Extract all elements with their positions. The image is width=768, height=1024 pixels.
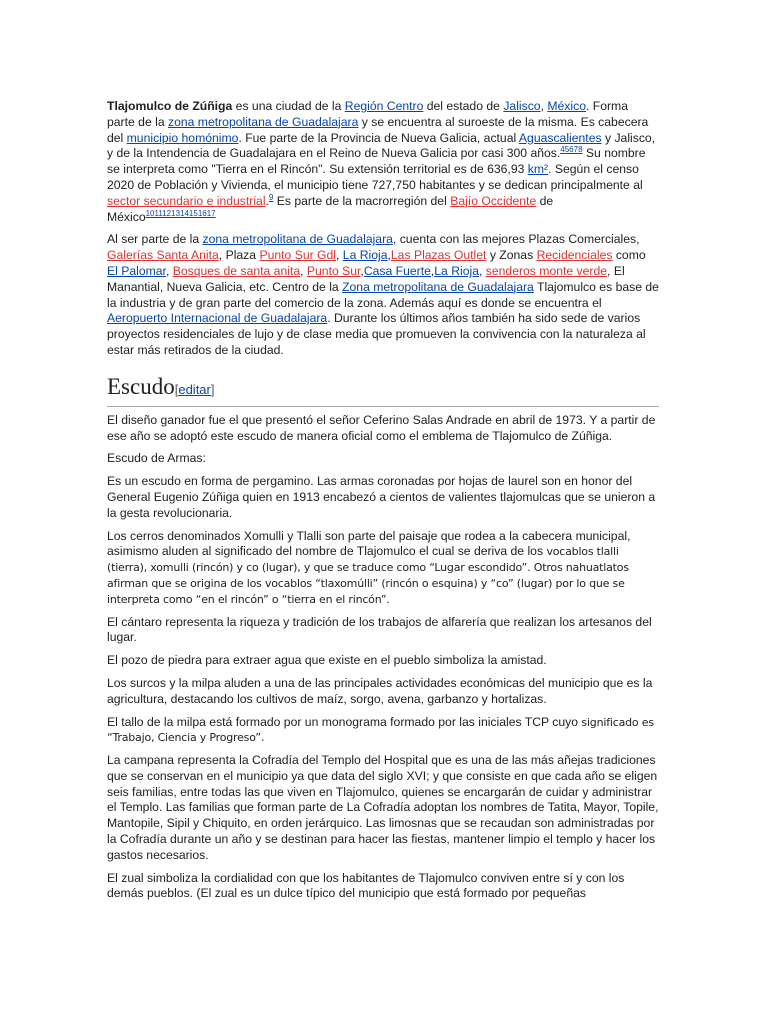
edit-section: [editar] [174,381,215,397]
link-la-rioja-2[interactable]: La Rioja [434,263,479,278]
edit-link[interactable]: editar [178,381,211,397]
link-zona-metropolitana-2[interactable]: Zona metropolitana de Guadalajara [342,279,534,294]
link-aeropuerto[interactable]: Aeropuerto Internacional de Guadalajara [107,311,328,326]
link-el-palomar[interactable]: El Palomar [107,263,166,278]
article-subject: Tlajomulco de Zúñiga [107,99,233,113]
link-las-plazas-outlet[interactable]: Las Plazas Outlet [390,248,487,263]
reference-link[interactable]: 1011121314151617 [145,208,216,218]
link-aguascalientes[interactable]: Aguascalientes [518,130,602,145]
paragraph: Los surcos y la milpa aluden a una de las principales actividades económicas del municipio que es la agricultura, destacando los cultivos de maíz, sorgo, avena, garbanzo y hortalizas. [107,675,653,706]
intro-paragraph: Tlajomulco de Zúñiga es una ciudad de la Región Centro del estado de Jalisco, México. Forma parte de la zona metropolitana de Guadalajara y se encuentra al suroeste de la misma. Es cabecera del municipio homónimo. Fue parte de la Provincia de Nueva Galicia, actual Aguascalientes y Jalisco, y de la Intendencia de Guadalajara en el Reino de Nueva Galicia por casi 300 años.$^{45678}$ Su nombre se interpreta como "Tierra en el Rincón". Su extensión territorial es de 636,93 km². Según el censo 2020 de Población y Vivienda, el municipio tiene 727,750 habitantes y se dedican principalmente al sector secundario e industrial.$^9$ Es parte de la macrorregión del Bajío Occidente de México$^{1011121314151617}$ [107,99,656,224]
link-senderos-monte-verde[interactable]: senderos monte verde [485,263,608,278]
link-casa-fuerte[interactable]: Casa Fuerte [363,263,431,278]
link-jalisco[interactable]: Jalisco [503,99,541,113]
commerce-paragraph: Al ser parte de la zona metropolitana de Guadalajara, cuenta con las mejores Plazas Comerciales, Galerías Santa Anita, Plaza Punto Sur Gdl, La Rioja,Las Plazas Outlet y Zonas Recidenciales como El Palomar, Bosques de santa anita, Punto Sur,Casa Fuerte,La Rioja, senderos monte verde, El Manantial, Nueva Galicia, etc. Centro de la Zona metropolitana de Guadalajara Tlajomulco es base de la industria y de gran parte del comercio de la zona. Además aquí es donde se encuentra el Aeropuerto Internacional de Guadalajara. Durante los últimos años también ha sido sede de varios proyectos residenciales de lujo y de clase media que promueven la convivencia con la naturaleza al estar más retirados de la ciudad. [107,232,659,357]
reference-link[interactable]: 9 [268,192,274,202]
link-la-rioja[interactable]: La Rioja [342,248,388,263]
link-region-centro[interactable]: Región Centro [344,99,424,113]
paragraph: El zual simboliza la cordialidad con que los habitantes de Tlajomulco conviven entre sí y con los demás pueblos. (El zual es un dulce típico del municipio que está formado por pequeñas [107,870,625,901]
link-zona-metropolitana[interactable]: zona metropolitana de Guadalajara [167,114,359,129]
link-zona-metropolitana[interactable]: zona metropolitana de Guadalajara [202,232,393,247]
paragraph: Los cerros denominados Xomulli y Tlalli son parte del paisaje que rodea a la cabecera municipal, asimismo aluden al significado del nombre de Tlajomulco el cual se deriva de los vocablos tlalli (tierra), xomulli (rincón) y co (lugar), y que se traduce como “Lugar escondido”. Otros nahuatlatos afirman que se origina de los vocablos “tlaxomúlli” (rincón o esquina) y “co” (lugar) por lo que se interpreta como “en el rincón” o “tierra en el rincón”. [107,528,631,606]
link-bosques-santa-anita[interactable]: Bosques de santa anita [172,263,301,278]
paragraph: La campana representa la Cofradía del Templo del Hospital que es una de las más añejas tradiciones que se conservan en el municipio ya que data del siglo XVI; y que consiste en que cada año se eligen seis familias, entre todas las que viven en Tlajomulco, quienes se encargarán de cuidar y administrar el Templo. Las familias que forman parte de La Cofradía adoptan los nombres de Tatita, Mayor, Topile, Mantopile, Sipil y Chiquito, en orden jerárquico. Las limosnas que se recaudan son administradas por la Cofradía durante un año y se destinan para hacer las fiestas, mantener limpio el templo y hacer los gastos necesarios. [107,753,659,862]
link-punto-sur[interactable]: Punto Sur [306,263,361,278]
link-mexico[interactable]: México [547,99,586,113]
paragraph: El pozo de piedra para extraer agua que existe en el pueblo simboliza la amistad. [107,653,547,668]
link-recidenciales[interactable]: Recidenciales [536,248,613,263]
reference-link[interactable]: 45678 [560,145,583,155]
link-sector-secundario[interactable]: sector secundario e industrial [107,193,266,208]
link-punto-sur-gdl[interactable]: Punto Sur Gdl [259,248,337,263]
paragraph: El cántaro representa la riqueza y tradición de los trabajos de alfarería que realizan los artesanos del lugar. [107,614,652,645]
link-municipio-homonimo[interactable]: municipio homónimo [126,130,239,145]
link-bajio-occidente[interactable]: Bajío Occidente [450,193,537,208]
section-heading-escudo: Escudo[editar] [107,373,659,407]
paragraph: El diseño ganador fue el que presentó el señor Ceferino Salas Andrade en abril de 1973. Y a partir de ese año se adoptó este escudo de manera oficial como el emblema de Tlajomulco de Zúñiga. [107,412,656,443]
paragraph: El tallo de la milpa está formado por un monograma formado por las iniciales TCP cuyo significado es “Trabajo, Ciencia y Progreso”. [107,714,654,745]
paragraph: Es un escudo en forma de pergamino. Las armas coronadas por hojas de laurel son en honor del General Eugenio Zúñiga quien en 1913 encabezó a cientos de valientes tlajomulcas que se unieron a la gesta revolucionaria. [107,474,656,520]
link-km2[interactable]: km² [527,162,549,177]
paragraph: Escudo de Armas: [107,451,206,466]
link-galerias-santa-anita[interactable]: Galerías Santa Anita [107,248,219,263]
article-body [107,99,659,909]
